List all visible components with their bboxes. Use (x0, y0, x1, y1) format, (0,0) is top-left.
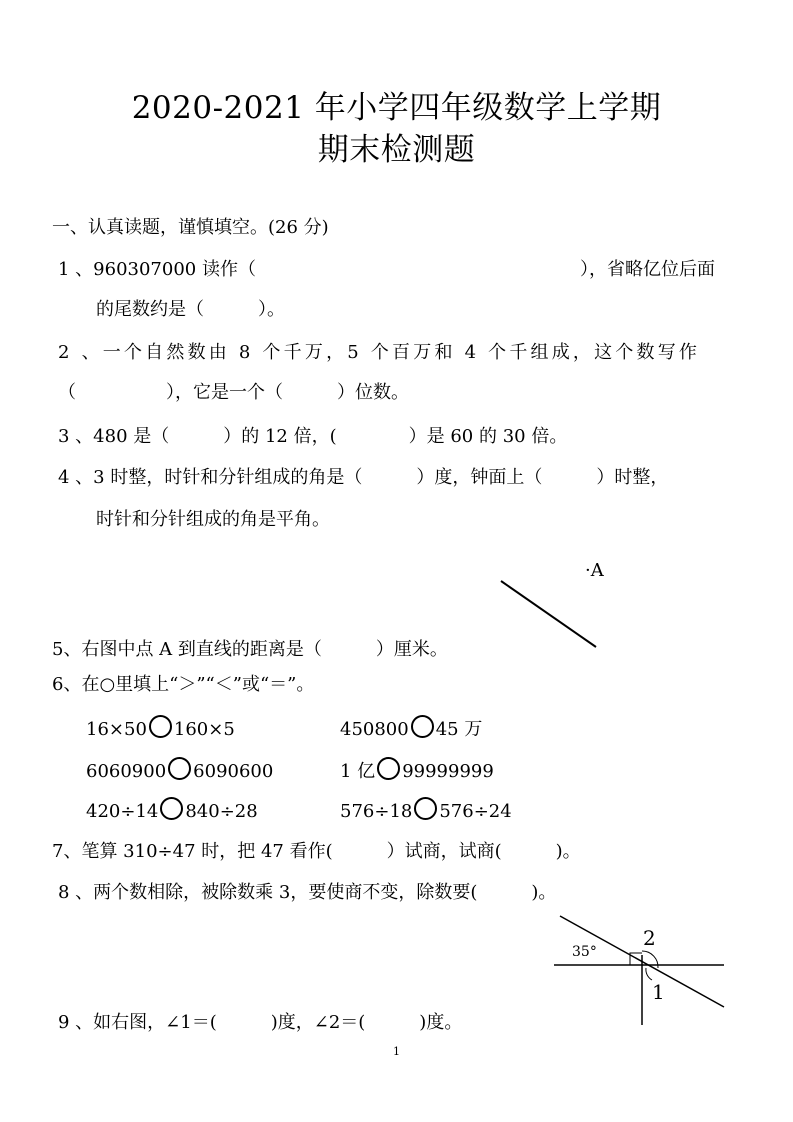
question-1-cont: 的尾数约是（ ）。 (96, 299, 285, 320)
compare-expr: 420÷14 (86, 801, 159, 822)
question-1-end: ），省略亿位后面 (580, 259, 715, 280)
angle-given-label: 35° (572, 944, 597, 960)
compare-expr: 576÷18 (340, 801, 413, 822)
answer-circle[interactable] (411, 715, 434, 738)
page-subtitle: 期末检测题 (317, 132, 476, 168)
compare-expr: 16×50 (86, 719, 147, 740)
answer-circle[interactable] (149, 715, 172, 738)
angle-1-label: 1 (652, 980, 665, 1004)
question-4: 4 、3 时整，时针和分针组成的角是（ ）度，钟面上（ ）时整， (58, 467, 669, 488)
question-1-start: 1 、960307000 读作（ (58, 259, 256, 280)
compare-row-1-right (340, 715, 482, 741)
question-9: 9 、如右图，∠1＝( )度，∠2＝( )度。 (58, 1012, 463, 1033)
question-3: 3 、480 是（ ）的 12 倍，( ）是 60 的 30 倍。 (58, 426, 568, 447)
question-2: 2 、一个自然数由 8 个千万，5 个百万和 4 个千组成，这个数写作 (58, 342, 701, 363)
compare-row-2-left (86, 757, 273, 782)
compare-expr: 1 亿 (340, 761, 376, 782)
compare-row-3-right (340, 797, 512, 822)
compare-expr: 45 万 (435, 719, 483, 740)
compare-expr: 99999999 (402, 761, 494, 782)
page-title: 2020-2021 年小学四年级数学上学期 (131, 90, 662, 126)
answer-circle[interactable] (160, 797, 183, 820)
answer-circle[interactable] (414, 797, 437, 820)
question-5: 5、右图中点 A 到直线的距离是（ ）厘米。 (52, 639, 448, 660)
compare-expr: 450800 (340, 719, 409, 740)
question-2-cont: （ ），它是一个（ ）位数。 (58, 382, 409, 403)
compare-row-1-left (86, 715, 235, 740)
compare-row-2-right (340, 757, 494, 783)
answer-circle[interactable] (168, 757, 191, 780)
answer-circle[interactable] (377, 757, 400, 780)
compare-expr: 840÷28 (185, 801, 258, 822)
question-8: 8 、两个数相除，被除数乘 3，要使商不变，除数要( )。 (58, 882, 557, 903)
question-4-cont: 时针和分针组成的角是平角。 (96, 509, 330, 530)
angle-1-arc (646, 968, 652, 980)
compare-expr: 576÷24 (439, 801, 512, 822)
question-7: 7、笔算 310÷47 时，把 47 看作( ）试商，试商( )。 (52, 841, 581, 862)
compare-expr: 160×5 (173, 719, 235, 740)
compare-expr: 6090600 (193, 761, 274, 782)
straight-line (501, 581, 596, 647)
section-heading: 一、认真读题，谨慎填空。(26 分) (52, 217, 329, 238)
point-a-label: ·A (585, 560, 604, 581)
question-6: 6、在○里填上“＞”“＜”或“＝”。 (52, 674, 315, 695)
angle-2-label: 2 (643, 926, 656, 950)
compare-expr: 6060900 (86, 761, 167, 782)
page-number: 1 (393, 1045, 400, 1058)
compare-row-3-left (86, 797, 258, 822)
angle-figure (550, 910, 730, 1030)
